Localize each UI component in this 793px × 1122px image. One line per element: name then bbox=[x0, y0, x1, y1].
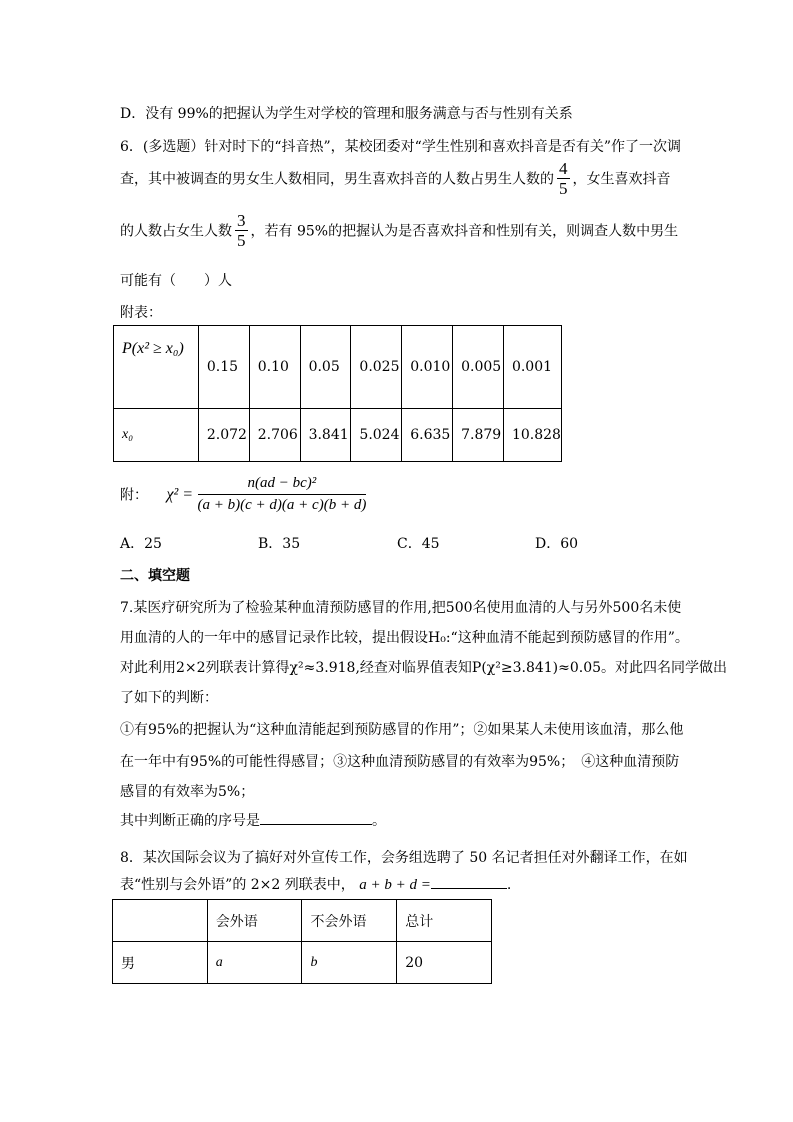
option-d: D．60 bbox=[535, 536, 579, 552]
cell-b: b bbox=[302, 942, 397, 984]
x-header-cell: x₀ bbox=[114, 409, 199, 462]
x-value-cell: 7.879 bbox=[453, 409, 504, 462]
q7-line8-end: 。 bbox=[372, 813, 386, 829]
q8-line2 bbox=[120, 874, 511, 894]
table-row-male bbox=[113, 942, 492, 984]
p-value-cell: 0.010 bbox=[402, 326, 453, 409]
section-title: 二、填空题 bbox=[120, 568, 190, 584]
header-cell-speaks: 会外语 bbox=[207, 900, 302, 942]
formula-denominator: (a + b)(c + d)(a + c)(b + d) bbox=[197, 497, 367, 513]
q6-line2 bbox=[120, 160, 671, 197]
frac1-denominator: 5 bbox=[559, 179, 568, 198]
answer-blank[interactable] bbox=[260, 810, 372, 825]
fraction-three-fifths bbox=[235, 212, 248, 249]
q6-line3-a: 的人数占女生人数 bbox=[120, 223, 232, 240]
header-cell-total: 总计 bbox=[397, 900, 492, 942]
q7-line6: 在一年中有95%的可能性得感冒；③这种血清预防感冒的有效率为95%； ④这种血清预防 bbox=[120, 754, 680, 770]
formula-numerator: n(ad − bc)² bbox=[198, 475, 367, 495]
q7-line7: 感冒的有效率为5%； bbox=[120, 784, 255, 800]
option-a: A．25 bbox=[120, 536, 162, 552]
formula-label: 附： bbox=[120, 487, 148, 504]
cell-a: a bbox=[207, 942, 302, 984]
table-row-p bbox=[114, 326, 562, 409]
p-value-cell: 0.15 bbox=[198, 326, 249, 409]
x-value-cell: 5.024 bbox=[351, 409, 402, 462]
formula-lhs: χ² = bbox=[166, 485, 194, 503]
p-value-cell: 0.001 bbox=[503, 326, 561, 409]
q8-line2-end: . bbox=[506, 877, 512, 893]
q6-line2-a: 查，其中被调查的男女生人数相同，男生喜欢抖音的人数占男生人数的 bbox=[120, 171, 554, 188]
p-value-cell: 0.025 bbox=[351, 326, 402, 409]
q6-line1: 6．(多选题）针对时下的“抖音热”，某校团委对“学生性别和喜欢抖音是否有关”作了一次调 bbox=[120, 139, 681, 155]
p-value-cell: 0.005 bbox=[453, 326, 504, 409]
p-value-cell: 0.05 bbox=[300, 326, 351, 409]
x-value-cell: 2.072 bbox=[198, 409, 249, 462]
header-cell-not-speaks: 不会外语 bbox=[302, 900, 397, 942]
header-cell-empty bbox=[113, 900, 208, 942]
x-value-cell: 6.635 bbox=[402, 409, 453, 462]
row-label-male: 男 bbox=[113, 942, 208, 984]
fraction-four-fifths bbox=[557, 160, 570, 197]
option-b: B．35 bbox=[258, 536, 301, 552]
q7-line1: 7.某医疗研究所为了检验某种血清预防感冒的作用,把500名使用血清的人与另外500名未使 bbox=[120, 600, 682, 616]
q6-line4: 可能有（ ）人 bbox=[120, 273, 232, 289]
q8-line1: 8．某次国际会议为了搞好对外宣传工作，会务组选聘了 50 名记者担任对外翻译工作，在如 bbox=[120, 850, 688, 866]
x-value-cell: 10.828 bbox=[503, 409, 561, 462]
frac2-denominator: 5 bbox=[237, 231, 246, 250]
p-header-cell: P(x² ≥ x₀) bbox=[114, 326, 199, 409]
cell-total-male: 20 bbox=[397, 942, 492, 984]
q7-line3: 对此利用2×2列联表计算得χ²≈3.918,经查对临界值表知P(χ²≥3.841)≈0.05。对此四名同学做出 bbox=[120, 660, 728, 676]
table-header-row bbox=[113, 900, 492, 942]
q7-line2: 用血清的人的一年中的感冒记录作比较，提出假设H₀:“这种血清不能起到预防感冒的作用”。 bbox=[120, 630, 689, 646]
chi-square-formula bbox=[120, 475, 366, 514]
q6-line3 bbox=[120, 212, 678, 249]
frac1-numerator: 4 bbox=[559, 159, 568, 178]
q5-option-d: D．没有 99%的把握认为学生对学校的管理和服务满意与否与性别有关系 bbox=[120, 106, 573, 122]
x-value-cell: 2.706 bbox=[249, 409, 300, 462]
q7-line8 bbox=[120, 810, 386, 830]
formula-fraction bbox=[198, 475, 367, 514]
q6-line2-b: ，女生喜欢抖音 bbox=[572, 171, 671, 188]
gender-language-table bbox=[112, 899, 492, 984]
p-value-cell: 0.10 bbox=[249, 326, 300, 409]
option-c: C．45 bbox=[397, 536, 440, 552]
critical-value-table bbox=[113, 325, 562, 462]
frac2-numerator: 3 bbox=[237, 211, 246, 230]
answer-blank[interactable] bbox=[431, 874, 507, 889]
q7-line4: 了如下的判断： bbox=[120, 690, 218, 706]
q7-line8-text: 其中判断正确的序号是 bbox=[120, 813, 260, 829]
q7-line5: ①有95%的把握认为“这种血清能起到预防感冒的作用”；②如果某人未使用该血清，那么他 bbox=[120, 722, 684, 738]
appendix-label: 附表： bbox=[120, 305, 162, 321]
table-row-x bbox=[114, 409, 562, 462]
q6-line3-b: ，若有 95%的把握认为是否喜欢抖音和性别有关，则调查人数中男生 bbox=[250, 223, 679, 240]
q8-line2-a: 表“性别与会外语”的 2×2 列联表中， bbox=[120, 877, 355, 893]
x-value-cell: 3.841 bbox=[300, 409, 351, 462]
q8-expression: a + b + d = bbox=[359, 877, 431, 893]
